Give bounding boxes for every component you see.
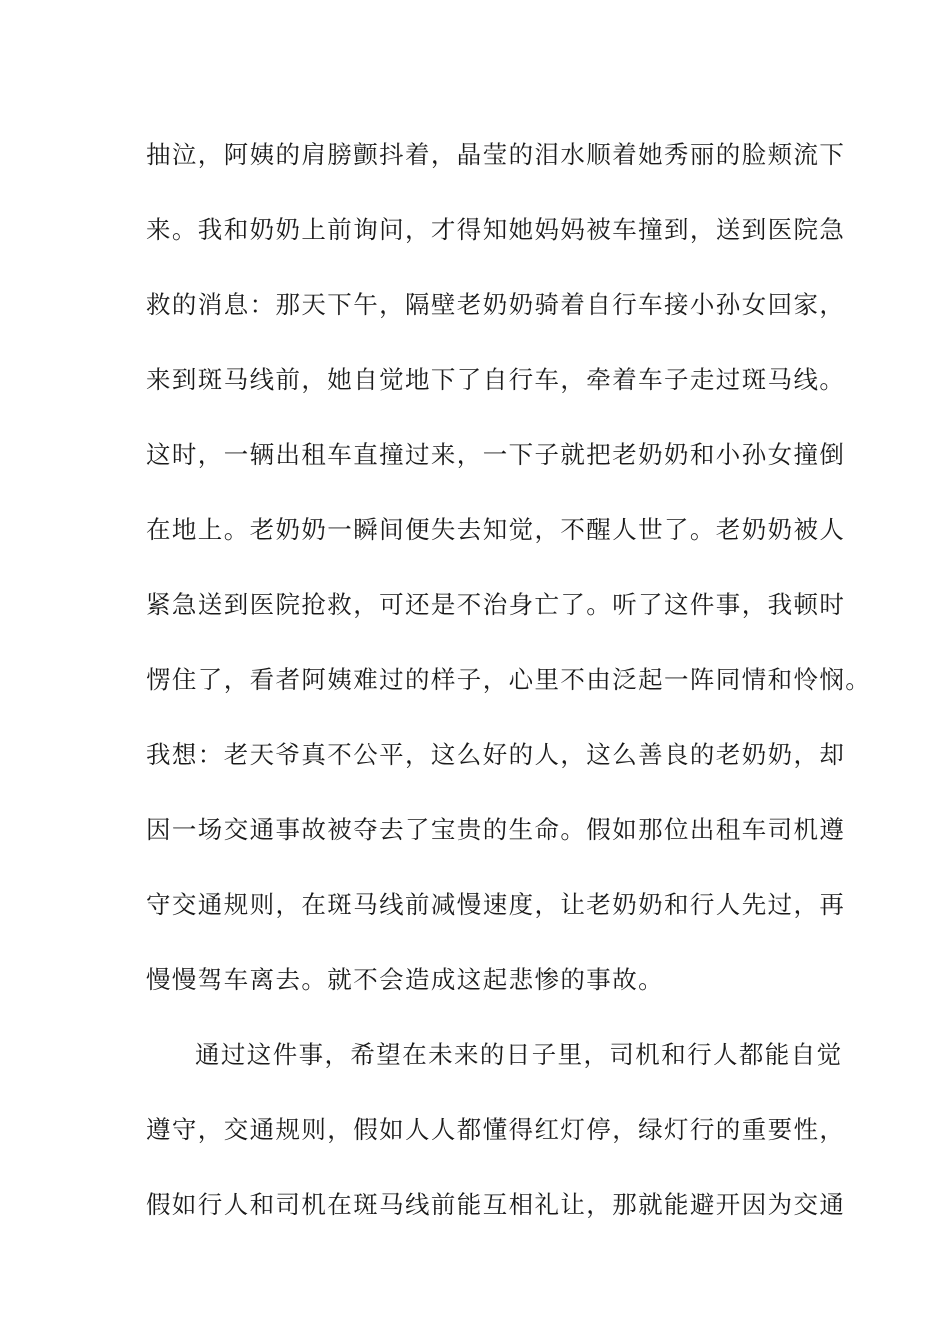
text-line: 在地上。老奶奶一瞬间便失去知觉，不醒人世了。老奶奶被人 [146, 515, 846, 544]
text-line: 守交通规则，在斑马线前减慢速度，让老奶奶和行人先过，再 [146, 890, 846, 919]
paragraph-2 [146, 1028, 846, 1253]
document-body [146, 128, 872, 1253]
text-line: 我想：老天爷真不公平，这么好的人，这么善良的老奶奶，却 [146, 740, 846, 769]
text-line: 慢慢驾车离去。就不会造成这起悲惨的事故。 [146, 965, 664, 994]
text-line: 通过这件事，希望在未来的日子里，司机和行人都能自觉 [195, 1040, 843, 1069]
text-line: 假如行人和司机在斑马线前能互相礼让，那就能避开因为交通 [146, 1190, 846, 1219]
paragraph-1 [146, 128, 872, 1028]
text-line: 紧急送到医院抢救，可还是不治身亡了。听了这件事，我顿时 [146, 590, 846, 619]
text-line: 愣住了，看者阿姨难过的样子，心里不由泛起一阵同情和怜悯。 [146, 665, 872, 694]
text-line: 遵守，交通规则，假如人人都懂得红灯停，绿灯行的重要性， [146, 1115, 846, 1144]
text-line: 来。我和奶奶上前询问，才得知她妈妈被车撞到，送到医院急 [146, 215, 846, 244]
text-line: 因一场交通事故被夺去了宝贵的生命。假如那位出租车司机遵 [146, 815, 846, 844]
text-line: 这时，一辆出租车直撞过来，一下子就把老奶奶和小孙女撞倒 [146, 440, 846, 469]
text-line: 救的消息：那天下午，隔壁老奶奶骑着自行车接小孙女回家， [146, 290, 846, 319]
text-line: 来到斑马线前，她自觉地下了自行车，牵着车子走过斑马线。 [146, 365, 846, 394]
text-line: 抽泣，阿姨的肩膀颤抖着，晶莹的泪水顺着她秀丽的脸颊流下 [146, 140, 846, 169]
